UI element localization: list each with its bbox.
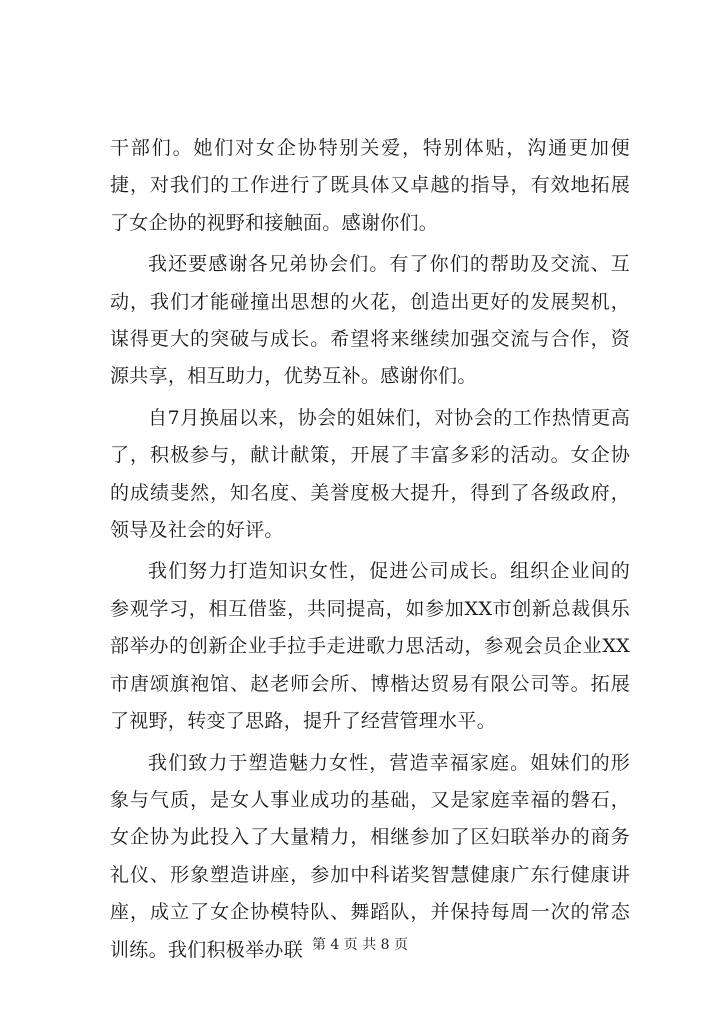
paragraph-2: 我还要感谢各兄弟协会们。有了你们的帮助及交流、互动，我们才能碰撞出思想的火花，创造出更好的发展契机，谋得更大的突破与成长。希望将来继续加强交流与合作，资源共享，相互助力，优势互补。感谢你们。 (110, 253, 630, 388)
paragraph-1: 干部们。她们对女企协特别关爱，特别体贴，沟通更加便捷，对我们的工作进行了既具体又卓越的指导，有效地拓展了女企协的视野和接触面。感谢你们。 (110, 137, 630, 234)
page-number-footer: 第 4 页 共 8 页 (311, 937, 409, 953)
paragraph-5: 我们致力于塑造魅力女性，营造幸福家庭。姐妹们的形象与气质，是女人事业成功的基础，又是家庭幸福的磐石，女企协为此投入了大量精力，相继参加了区妇联举办的商务礼仪、形象塑造讲座，参加中科诺奖智慧健康广东行健康讲座，成立了女企协模特队、舞蹈队，并保持每周一次的常态训练。我们积极举办联 (110, 751, 630, 961)
paragraph-3: 自7月换届以来，协会的姐妹们，对协会的工作热情更高了，积极参与，献计献策，开展了丰富多彩的活动。女企协的成绩斐然，知名度、美誉度极大提升，得到了各级政府，领导及社会的好评。 (110, 406, 630, 542)
paragraph-4: 我们努力打造知识女性，促进公司成长。组织企业间的参观学习，相互借鉴，共同提高，如参加XX市创新总裁俱乐部举办的创新企业手拉手走进歌力思活动，参观会员企业XX市唐颂旗袍馆、赵老师会所、博楷达贸易有限公司等。拓展了视野，转变了思路，提升了经营管理水平。 (110, 560, 630, 733)
document-body (110, 130, 630, 969)
